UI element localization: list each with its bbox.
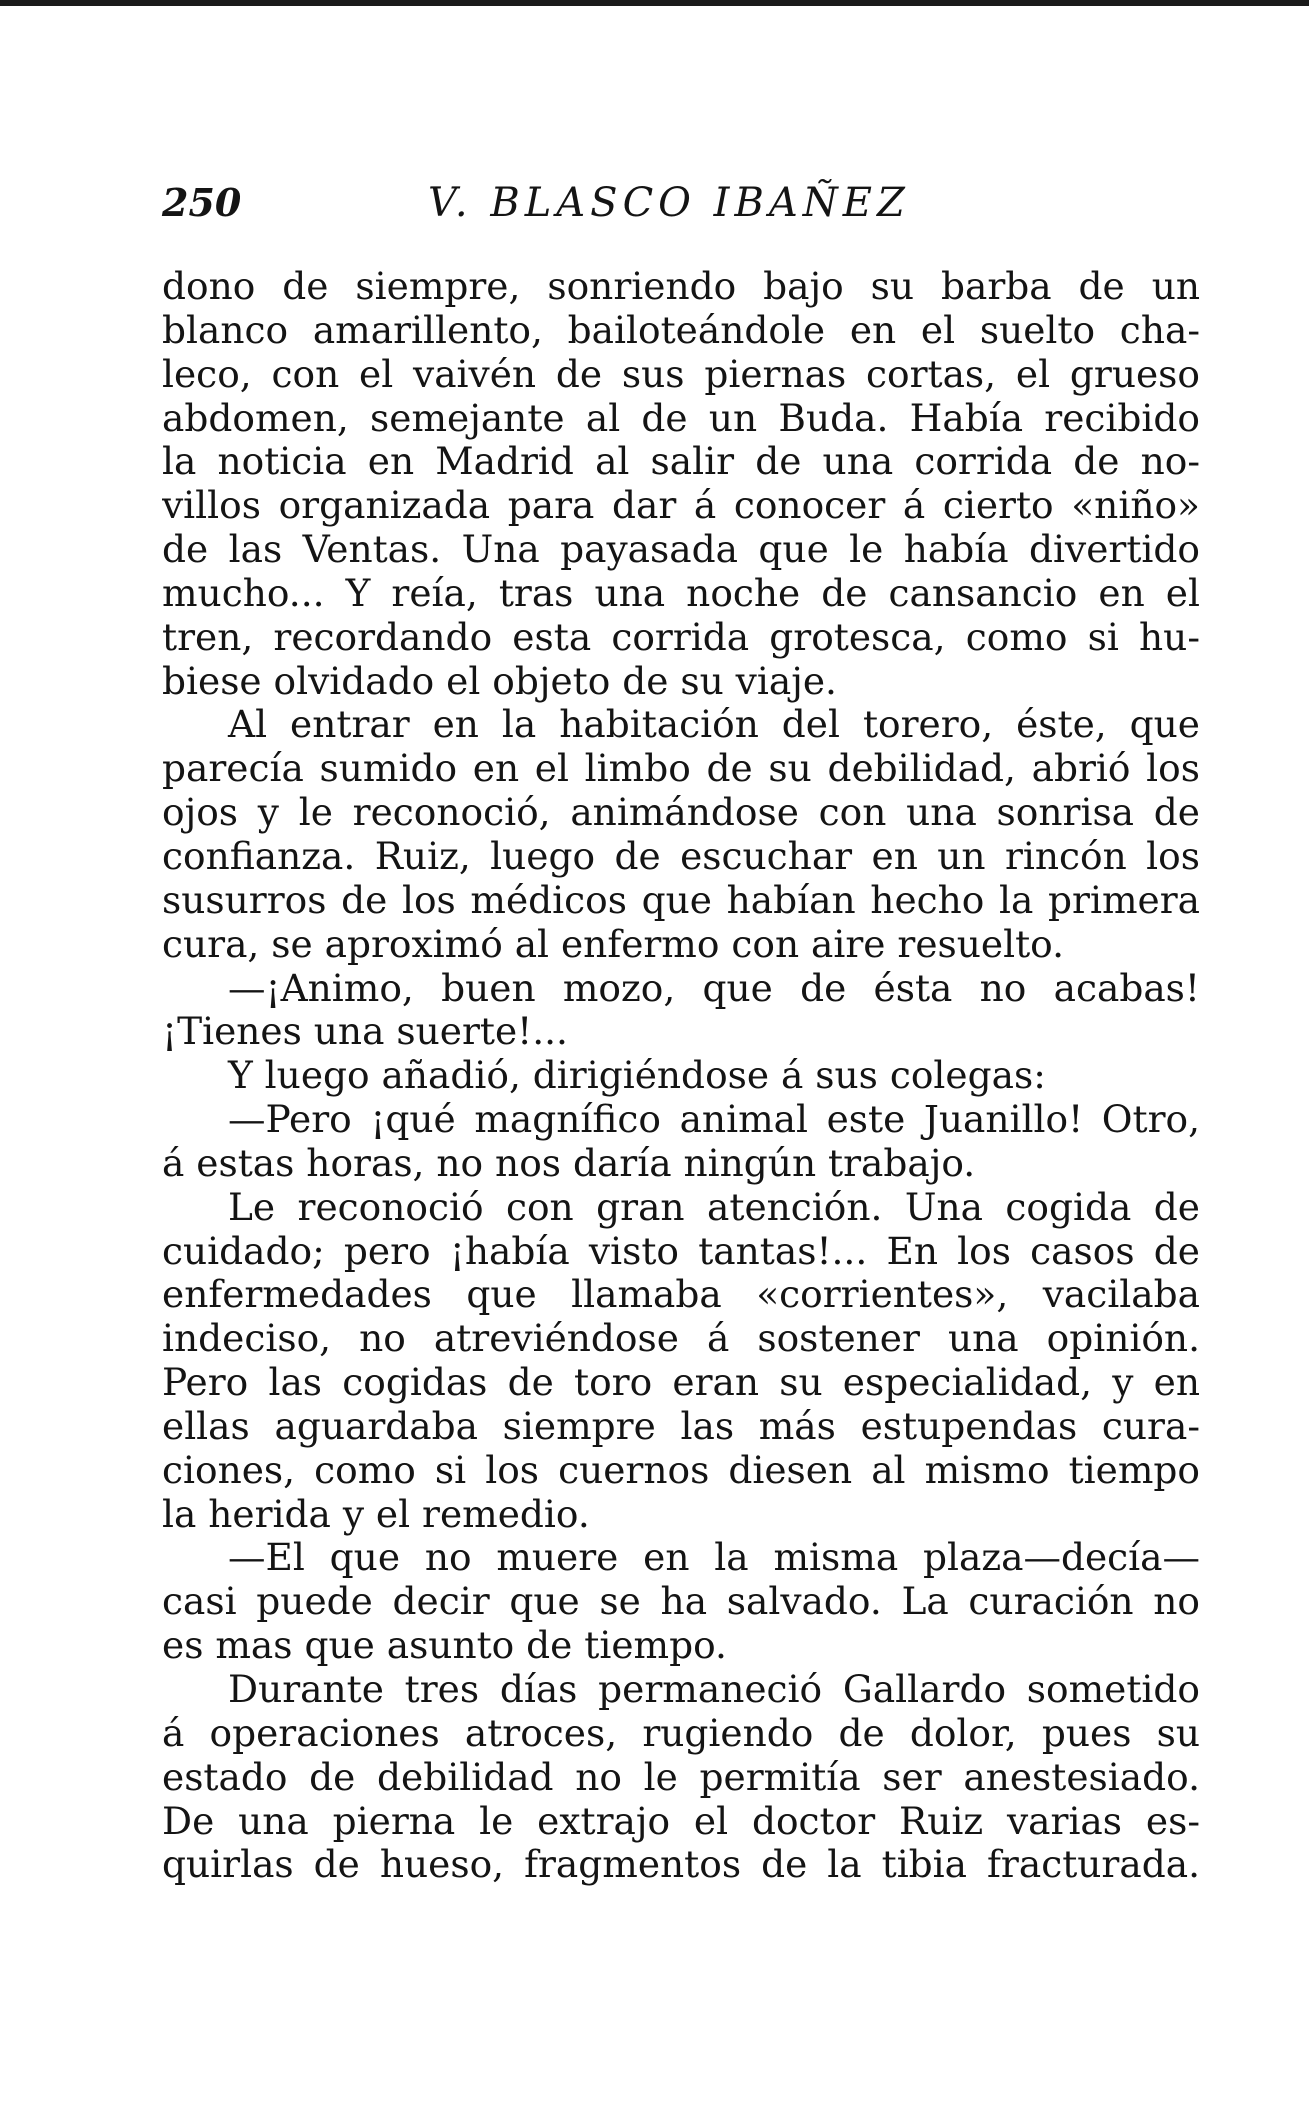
page-header <box>160 180 1200 240</box>
text-line: villos organizada para dar á conocer á cierto «niño» <box>162 484 1200 528</box>
text-line: De una pierna le extrajo el doctor Ruiz varias es- <box>162 1799 1200 1843</box>
text-line: blanco amarillento, bailoteándole en el suelto cha- <box>162 308 1200 352</box>
text-line: Al entrar en la habitación del torero, éste, que <box>228 703 1200 747</box>
text-line: casi puede decir que se ha salvado. La curación no <box>162 1580 1200 1624</box>
text-line: ellas aguardaba siempre las más estupendas cura- <box>162 1404 1200 1448</box>
text-line: ¡Tienes una suerte!... <box>162 1010 568 1054</box>
text-line: Durante tres días permaneció Gallardo sometido <box>228 1668 1200 1711</box>
text-line: abdomen, semejante al de un Buda. Había recibido <box>162 396 1200 440</box>
text-line: Y luego añadió, dirigiéndose á sus colegas: <box>228 1054 1046 1098</box>
text-line: enfermedades que llamaba «corrientes», vacilaba <box>162 1273 1200 1317</box>
text-line: la noticia en Madrid al salir de una corrida de no- <box>162 440 1200 484</box>
text-line: á operaciones atroces, rugiendo de dolor, pues su <box>162 1711 1200 1755</box>
text-line: Pero las cogidas de toro eran su especialidad, y en <box>162 1361 1200 1405</box>
text-line: estado de debilidad no le permitía ser anestesiado. <box>162 1755 1200 1799</box>
text-line: es mas que asunto de tiempo. <box>162 1624 727 1668</box>
text-line: de las Ventas. Una payasada que le había divertido <box>162 528 1200 572</box>
text-line: leco, con el vaivén de sus piernas cortas, el grueso <box>162 352 1200 396</box>
text-line: —¡Animo, buen mozo, que de ésta no acabas! <box>228 966 1200 1010</box>
text-line: Le reconoció con gran atención. Una cogida de <box>228 1185 1200 1229</box>
page-number: 250 <box>162 180 242 225</box>
text-line: confianza. Ruiz, luego de escuchar en un rincón los <box>162 834 1200 878</box>
text-line: ojos y le reconoció, animándose con una sonrisa de <box>162 791 1200 835</box>
text-line: —Pero ¡qué magnífico animal este Juanillo! Otro, <box>228 1098 1200 1142</box>
text-line: biese olvidado el objeto de su viaje. <box>162 659 837 703</box>
text-line: indeciso, no atreviéndose á sostener una opinión. <box>162 1317 1200 1361</box>
text-line: á estas horas, no nos daría ningún trabajo. <box>162 1141 976 1185</box>
text-line: cura, se aproximó al enfermo con aire resuelto. <box>162 922 1065 966</box>
top-border-rule <box>0 0 1309 6</box>
text-line: la herida y el remedio. <box>162 1492 590 1536</box>
body-text <box>162 265 1200 1887</box>
text-line: —El que no muere en la misma plaza—decía— <box>228 1536 1200 1580</box>
text-line: quirlas de hueso, fragmentos de la tibia fracturada. <box>162 1843 1200 1887</box>
text-line: susurros de los médicos que habían hecho la primera <box>162 878 1200 922</box>
text-line: mucho... Y reía, tras una noche de cansancio en el <box>162 571 1200 615</box>
text-line: parecía sumido en el limbo de su debilidad, abrió los <box>162 747 1200 791</box>
text-line: cuidado; pero ¡había visto tantas!... En los casos de <box>162 1229 1200 1273</box>
text-line: ciones, como si los cuernos diesen al mismo tiempo <box>162 1448 1200 1492</box>
text-line: tren, recordando esta corrida grotesca, como si hu- <box>162 615 1200 659</box>
text-line: dono de siempre, sonriendo bajo su barba de un <box>162 265 1200 308</box>
running-head-author: V. BLASCO IBAÑEZ <box>428 180 910 226</box>
